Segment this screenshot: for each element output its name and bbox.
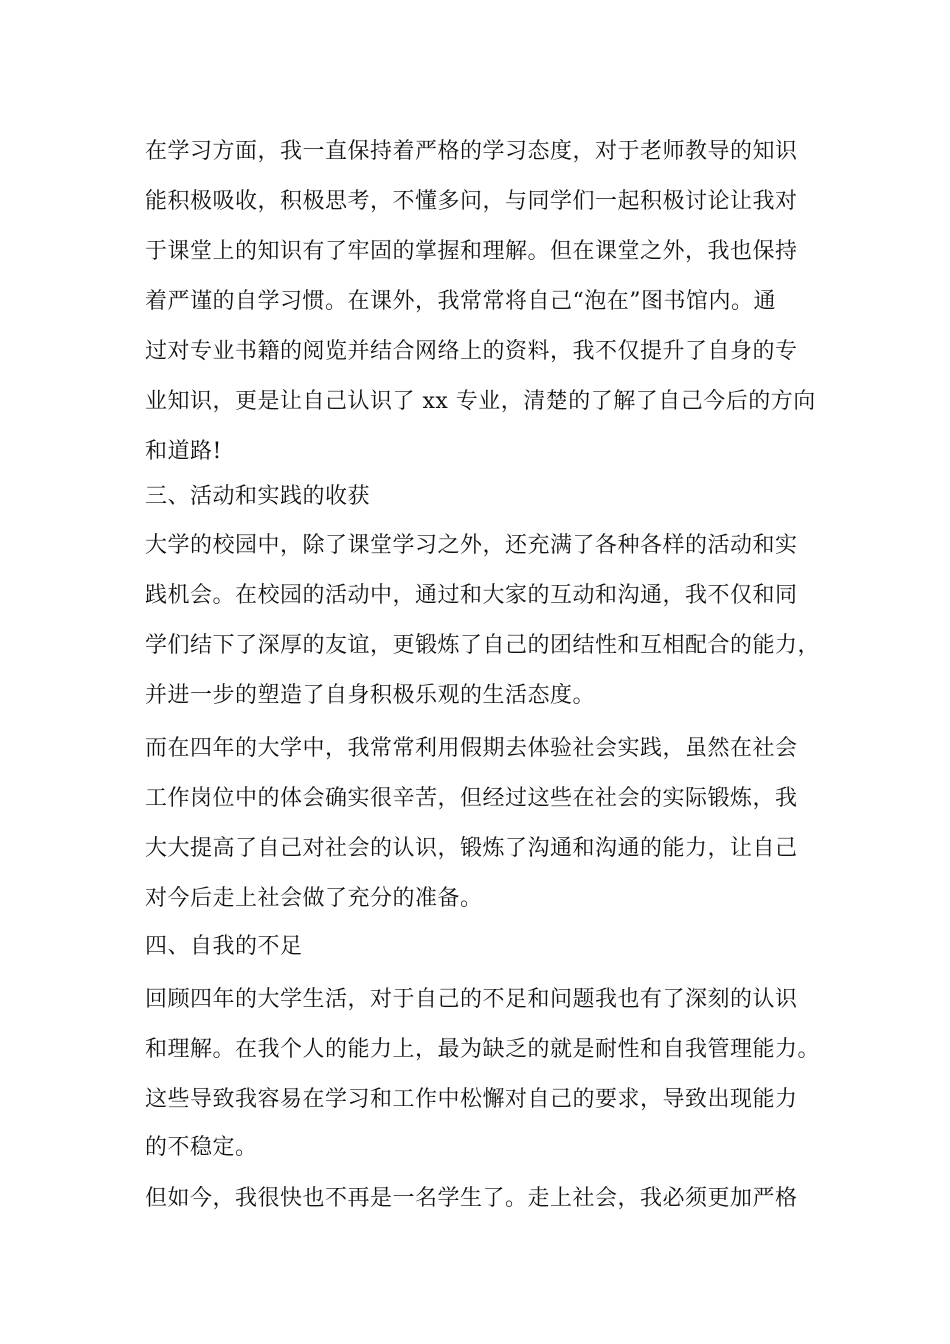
text-line: 业知识，更是让自己认识了 xx 专业，清楚的了解了自己今后的方向: [145, 389, 816, 414]
text-line: 而在四年的大学中，我常常利用假期去体验社会实践，虽然在社会: [145, 736, 798, 761]
text-line: 回顾四年的大学生活，对于自己的不足和问题我也有了深刻的认识: [145, 987, 798, 1012]
text-line: 着严谨的自学习惯。在课外，我常常将自己“泡在”图书馆内。通: [145, 289, 776, 314]
text-line: 践机会。在校园的活动中，通过和大家的互动和沟通，我不仅和同: [145, 583, 798, 608]
text-line: 于课堂上的知识有了牢固的掌握和理解。但在课堂之外，我也保持: [145, 239, 798, 264]
text-line: 和理解。在我个人的能力上，最为缺乏的就是耐性和自我管理能力。: [145, 1037, 821, 1062]
text-line: 大学的校园中，除了课堂学习之外，还充满了各种各样的活动和实: [145, 533, 798, 558]
text-line: 的不稳定。: [145, 1135, 258, 1160]
text-line: 和道路!: [145, 439, 222, 464]
text-line: 并进一步的塑造了自身积极乐观的生活态度。: [145, 683, 596, 708]
text-line: 工作岗位中的体会确实很辛苦，但经过这些在社会的实际锻炼，我: [145, 786, 798, 811]
text-line: 过对专业书籍的阅览并结合网络上的资料，我不仅提升了自身的专: [145, 339, 798, 364]
text-line: 在学习方面，我一直保持着严格的学习态度，对于老师教导的知识: [145, 139, 798, 164]
text-line: 这些导致我容易在学习和工作中松懈对自己的要求，导致出现能力: [145, 1087, 798, 1112]
text-line: 大大提高了自己对社会的认识，锻炼了沟通和沟通的能力，让自己: [145, 836, 798, 861]
text-line: 对今后走上社会做了充分的准备。: [145, 886, 483, 911]
section-heading: 四、自我的不足: [145, 934, 303, 959]
text-line: 学们结下了深厚的友谊，更锻炼了自己的团结性和互相配合的能力，: [145, 633, 821, 658]
text-line: 但如今，我很快也不再是一名学生了。走上社会，我必须更加严格: [145, 1186, 798, 1211]
section-heading: 三、活动和实践的收获: [145, 484, 371, 509]
text-line: 能积极吸收，积极思考，不懂多问，与同学们一起积极讨论让我对: [145, 189, 798, 214]
